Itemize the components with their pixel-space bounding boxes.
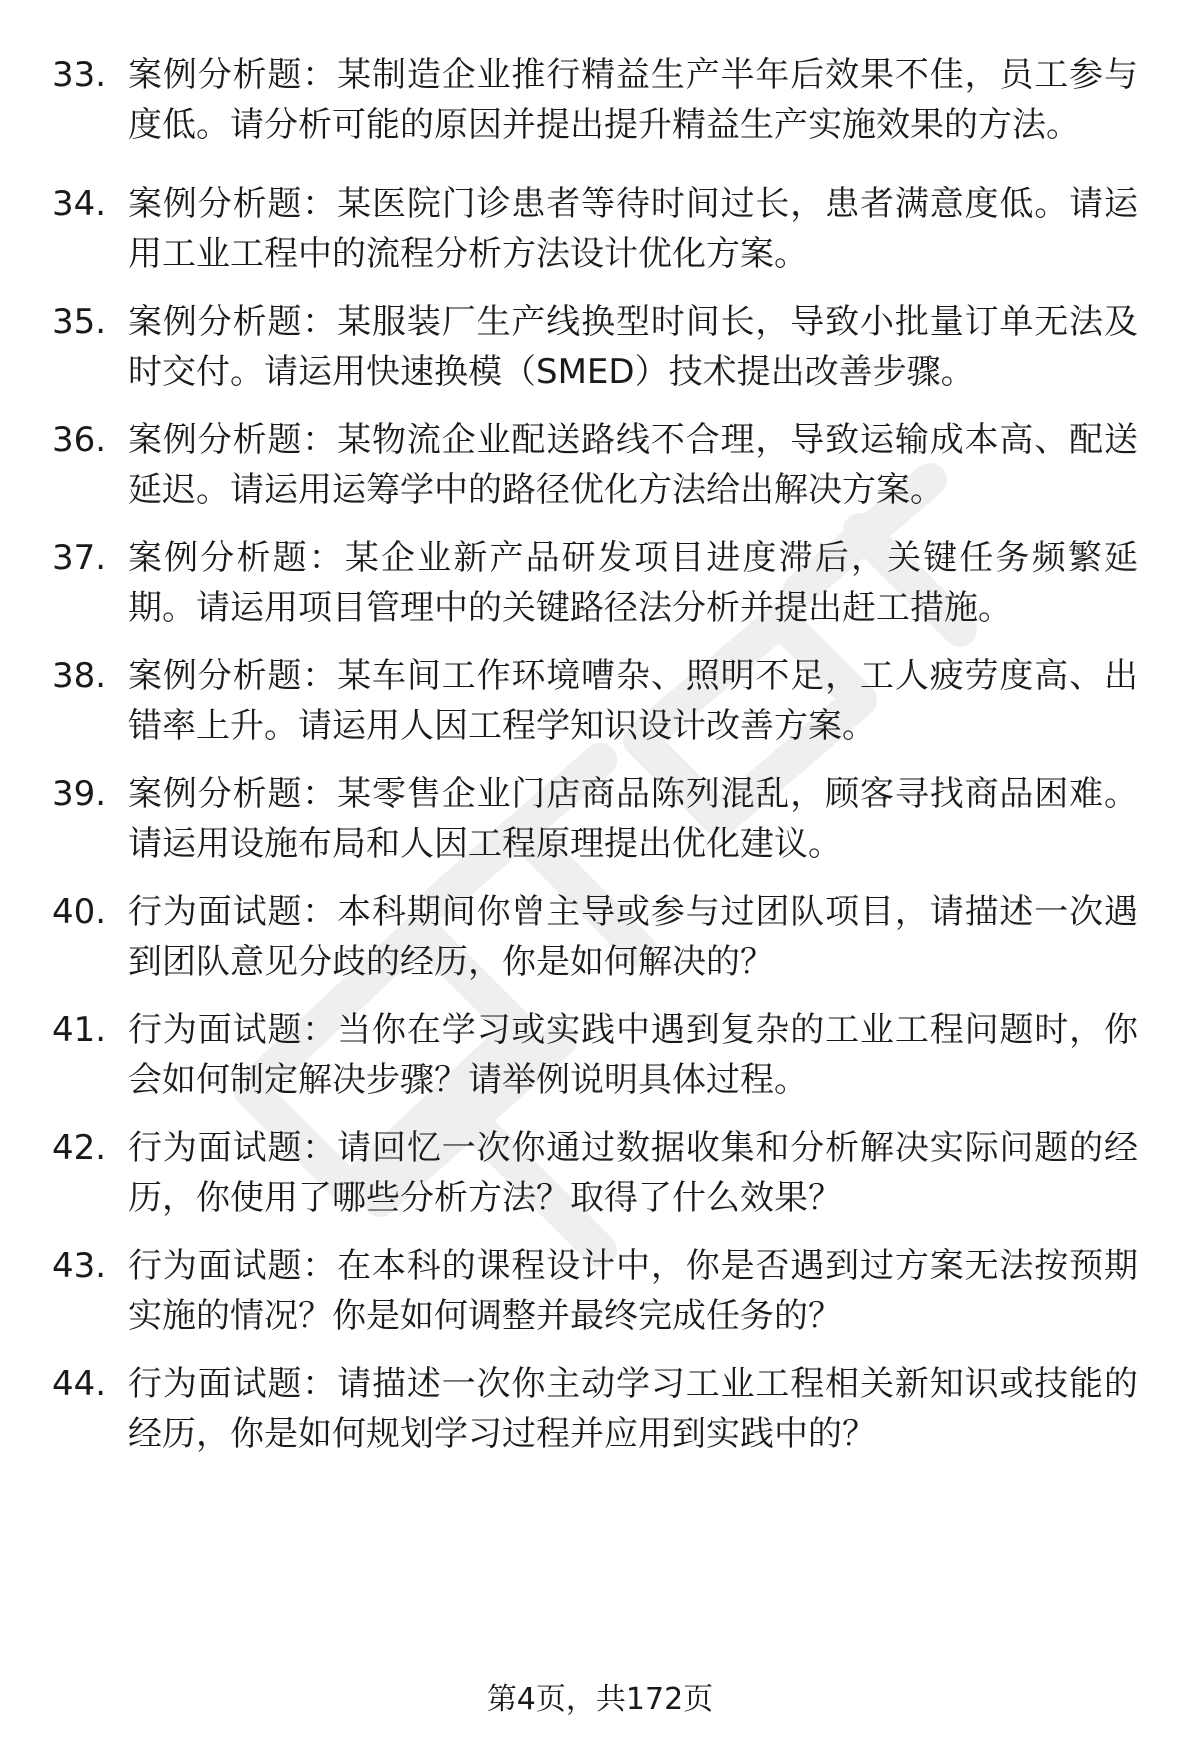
question-text: 案例分析题：某服装厂生产线换型时间长，导致小批量订单无法及时交付。请运用快速换模（SMED）技术提出改善步骤。 xyxy=(128,302,1138,392)
question-text: 行为面试题：请回忆一次你通过数据收集和分析解决实际问题的经历，你使用了哪些分析方法？取得了什么效果？ xyxy=(128,1128,1138,1218)
page-footer: 第4页，共172页 xyxy=(486,1682,714,1717)
list-item xyxy=(0,1005,1200,1123)
list-item xyxy=(0,887,1200,1005)
question-number: 35. xyxy=(52,302,107,342)
question-list xyxy=(0,50,1200,1477)
question-number: 40. xyxy=(52,892,107,932)
list-item xyxy=(0,1123,1200,1241)
question-number: 38. xyxy=(52,656,107,696)
list-item xyxy=(0,50,1200,179)
list-item xyxy=(0,1241,1200,1359)
question-text: 行为面试题：在本科的课程设计中，你是否遇到过方案无法按预期实施的情况？你是如何调整并最终完成任务的？ xyxy=(128,1246,1138,1336)
question-number: 33. xyxy=(52,55,107,95)
question-text: 案例分析题：某车间工作环境嘈杂、照明不足，工人疲劳度高、出错率上升。请运用人因工程学知识设计改善方案。 xyxy=(128,656,1138,746)
question-number: 41. xyxy=(52,1010,107,1050)
list-item xyxy=(0,297,1200,415)
question-number: 42. xyxy=(52,1128,107,1168)
question-text: 行为面试题：当你在学习或实践中遇到复杂的工业工程问题时，你会如何制定解决步骤？请举例说明具体过程。 xyxy=(128,1010,1138,1100)
question-text: 案例分析题：某零售企业门店商品陈列混乱，顾客寻找商品困难。请运用设施布局和人因工程原理提出优化建议。 xyxy=(128,774,1138,864)
question-text: 案例分析题：某制造企业推行精益生产半年后效果不佳，员工参与度低。请分析可能的原因并提出提升精益生产实施效果的方法。 xyxy=(128,55,1138,145)
list-item xyxy=(0,533,1200,651)
question-text: 案例分析题：某物流企业配送路线不合理，导致运输成本高、配送延迟。请运用运筹学中的路径优化方法给出解决方案。 xyxy=(128,420,1138,510)
question-text: 行为面试题：请描述一次你主动学习工业工程相关新知识或技能的经历，你是如何规划学习过程并应用到实践中的？ xyxy=(128,1364,1138,1454)
question-number: 44. xyxy=(52,1364,107,1404)
question-number: 34. xyxy=(52,184,107,224)
list-item xyxy=(0,651,1200,769)
question-number: 43. xyxy=(52,1246,107,1286)
list-item xyxy=(0,769,1200,887)
list-item xyxy=(0,415,1200,533)
question-number: 37. xyxy=(52,538,107,578)
list-item xyxy=(0,179,1200,297)
list-item xyxy=(0,1359,1200,1477)
question-text: 案例分析题：某企业新产品研发项目进度滞后，关键任务频繁延期。请运用项目管理中的关键路径法分析并提出赶工措施。 xyxy=(128,538,1138,628)
question-number: 36. xyxy=(52,420,107,460)
question-text: 案例分析题：某医院门诊患者等待时间过长，患者满意度低。请运用工业工程中的流程分析方法设计优化方案。 xyxy=(128,184,1138,274)
question-number: 39. xyxy=(52,774,107,814)
question-text: 行为面试题：本科期间你曾主导或参与过团队项目，请描述一次遇到团队意见分歧的经历，你是如何解决的？ xyxy=(128,892,1138,982)
